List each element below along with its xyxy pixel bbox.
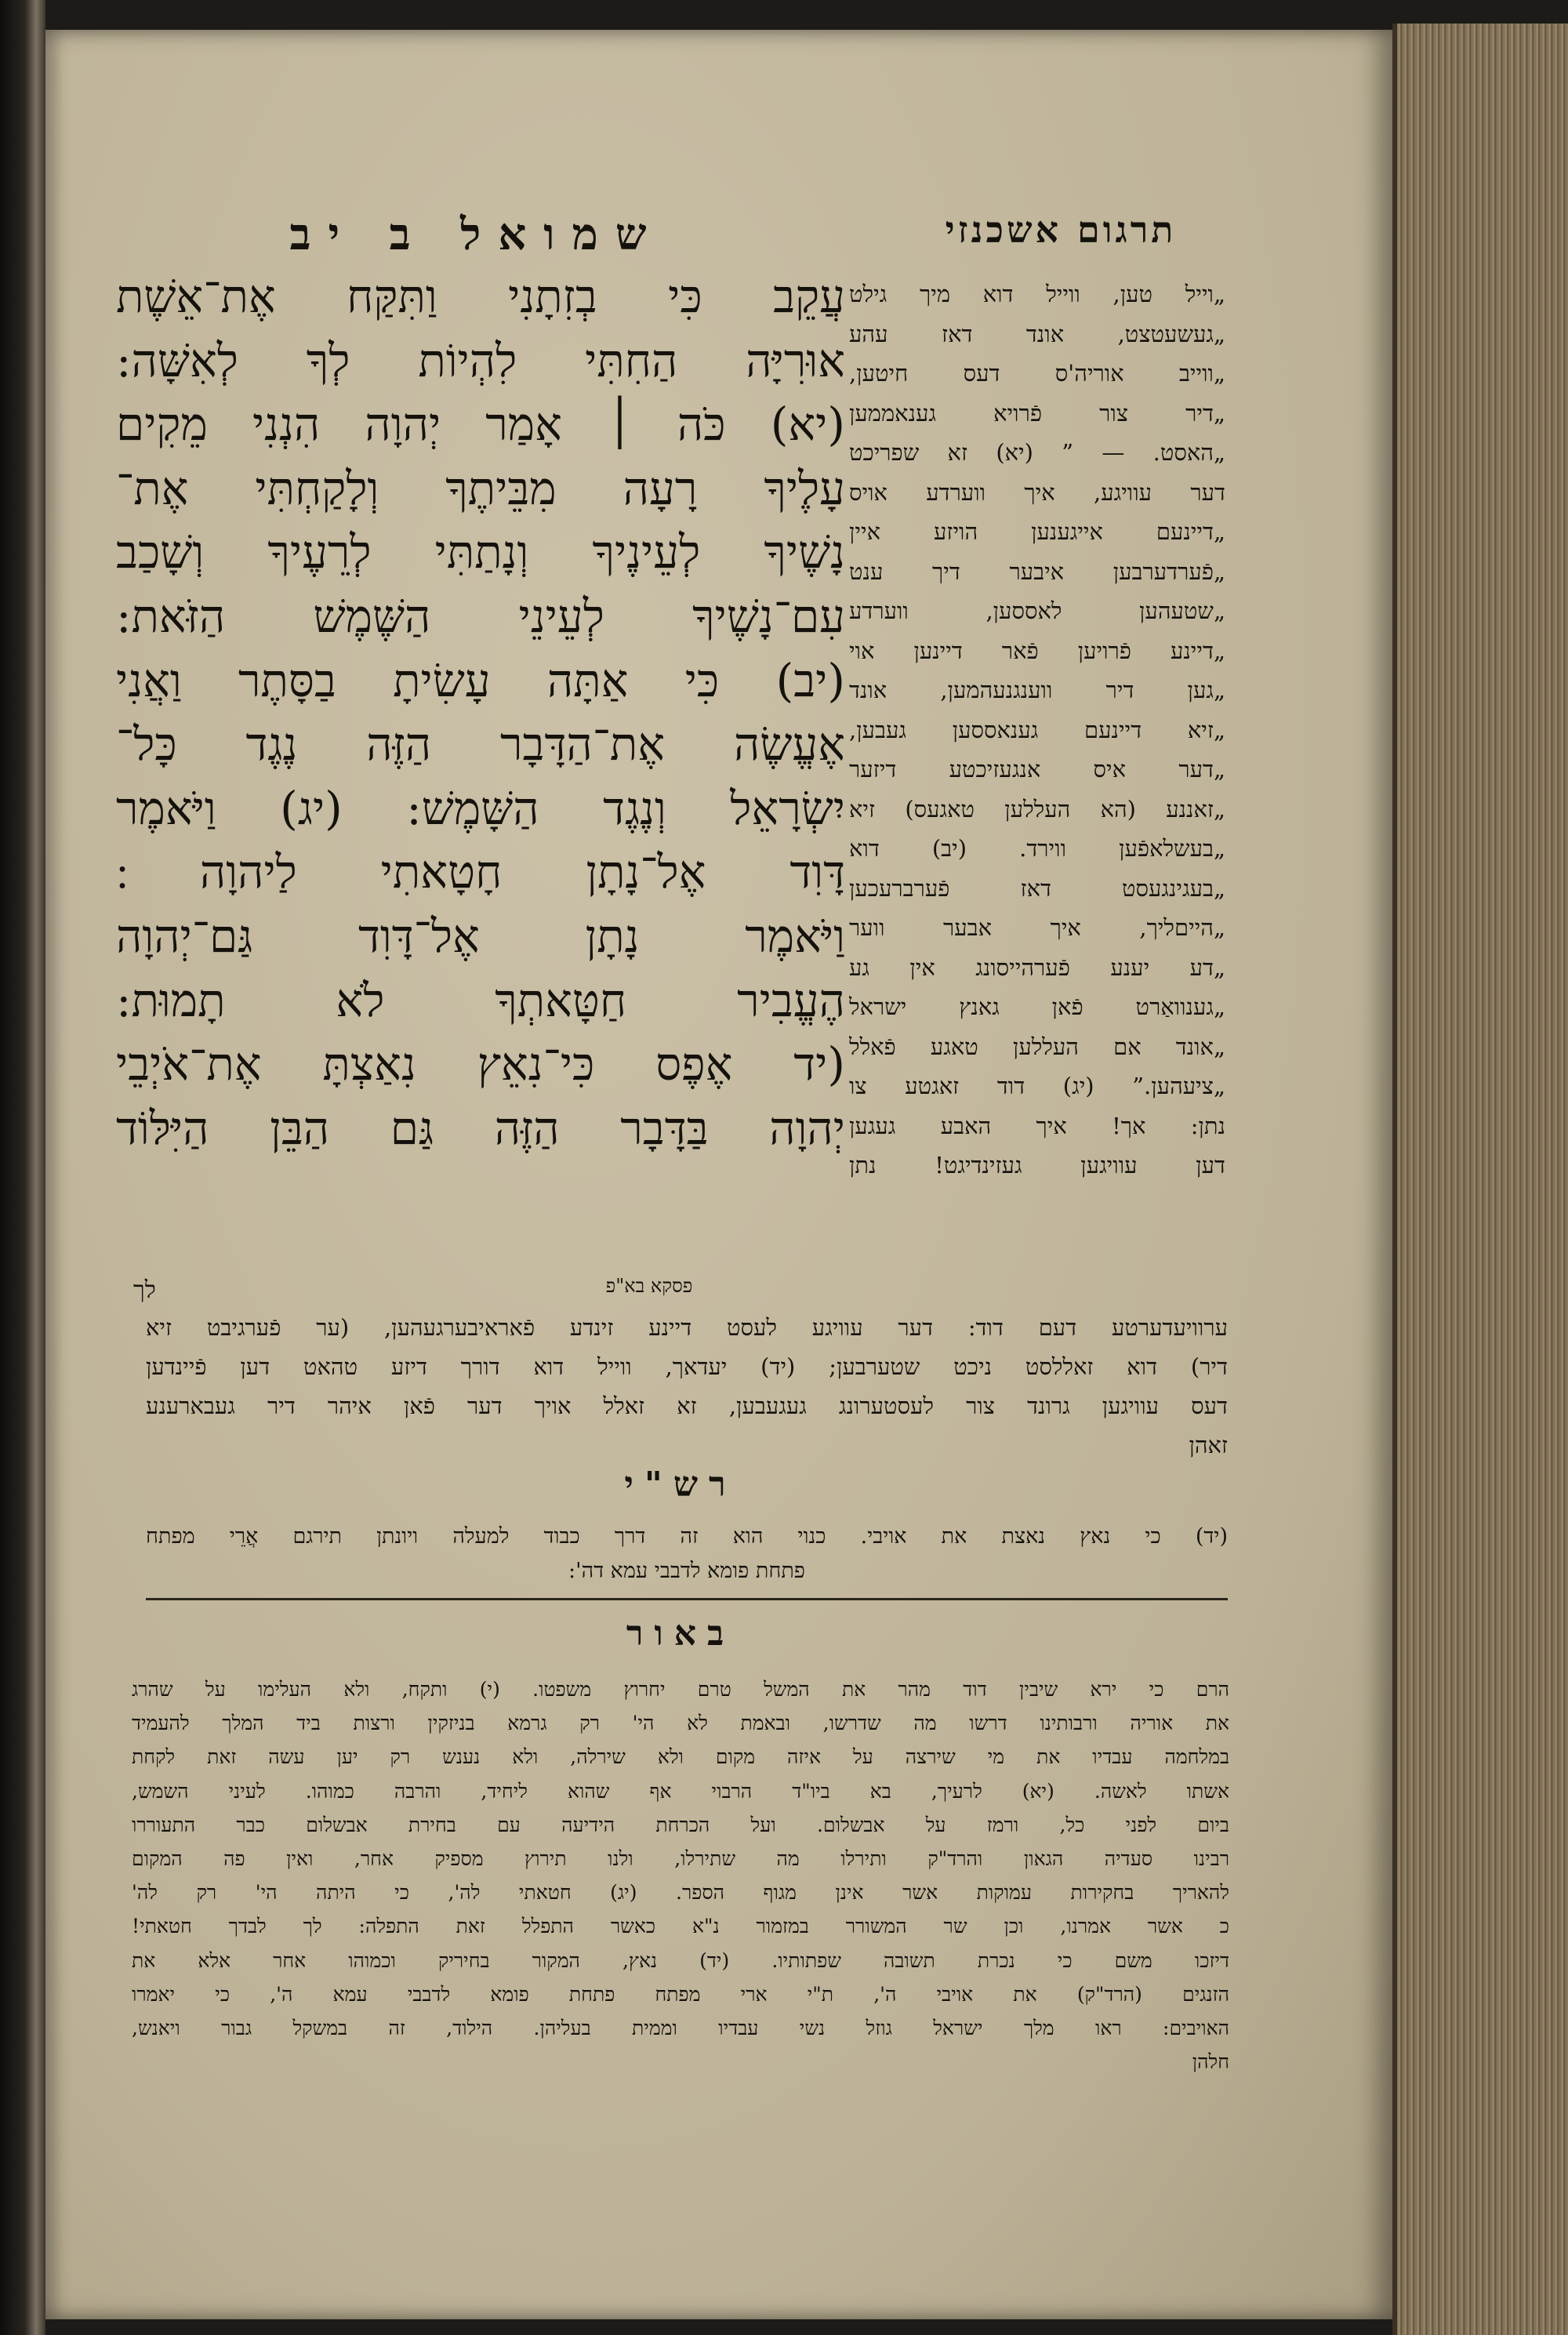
targum-line: „זאננע (הא העללען טאגעס) זיא xyxy=(849,795,1225,823)
book-chapter-header: שמואל ב יב xyxy=(289,209,664,260)
targum-line: „האסט. — ” (יא) זא שפריכט xyxy=(849,439,1225,466)
scripture-line: (יב) כִּי אַתָּה עָשִׂיתָ בַסָּתֶר וַאֲנִי xyxy=(116,653,845,707)
scripture-line: עָלֶיךָ רָעָה מִבֵּיתֶךָ וְלָקַחְתִּי אֶת־ xyxy=(116,461,845,515)
scripture-line: אֶעֱשֶׂה אֶת־הַדָּבָר הַזֶּה נֶגֶד כָּל־ xyxy=(116,717,845,772)
scripture-line: (יד אֶפֶס כִּי־נִאֵץ נִאַצְתָּ אֶת־אֹיְבֵי xyxy=(116,1037,845,1091)
book-fore-edge xyxy=(1392,24,1568,2335)
biur-line: אשתו לאשה. (יא) לרעיך, בא ביו"ד הרבוי אף שהוא ליחיד, והרבה כמוהו. לעיני השמש, xyxy=(132,1779,1229,1803)
biur-line: דיזכו משם כי נכרת תשובה שפתותיו. (יד) נאץ, המקור בחיריק וכמוהו אחר אלא את xyxy=(132,1948,1229,1972)
scripture-line: אוּרִיָּה הַחִתִּי לִהְיוֹת לְךָ לְאִשָּׁה: xyxy=(116,333,845,387)
targum-line: דען עוויגען געזינדיגט! נתן xyxy=(849,1152,1225,1178)
catchword: לך xyxy=(133,1276,156,1304)
targum-line: „גענוואַרט פֿאן גאנץ ישראל xyxy=(849,993,1225,1020)
targum-continuation-line: דיר) דוא זאללסט ניכט שטערבען; (יד) יעדאך, ווייל דוא דורך דיזע טהאט דען פֿיינדען xyxy=(146,1353,1228,1380)
targum-continuation-line: דעס עוויגען גרונד צור לעסטערונג געגעבען, זא זאלל אויך דער פֿאן איהר דיר געבארענע xyxy=(146,1393,1228,1419)
scripture-line: (יא) כֹּה ׀ אָמַר יְהוָה הִנְנִי מֵקִים xyxy=(116,398,845,452)
biur-line: להאריך בחקירות עמוקות אשר אינן מגוף הספר. (יג) חטאתי לה', כי היתה הי' רק לה' xyxy=(132,1881,1229,1905)
targum-line: „בעשלאפֿען ווירד. (יב) דוא xyxy=(849,835,1225,862)
biur-line: רבינו סעדיה הגאון והרד"ק ותירלו מה שתירלו, ולנו תירוץ מספיק אחר, ואין פה המקום xyxy=(132,1847,1229,1870)
targum-line: דער עוויגע, איך ווערדע אויס xyxy=(849,478,1225,506)
targum-line: „ציעהען.” (יג) דוד זאגטע צו xyxy=(849,1073,1225,1099)
targum-line: „בעגינגעסט דאז פֿערברעכען xyxy=(849,874,1225,902)
targum-line: „וייל טען, ווייל דוא מיך גילט xyxy=(849,281,1225,307)
targum-line: „ווייב אוריה'ס דעס חיטען, xyxy=(849,360,1225,387)
targum-line: „פֿערדערבען איבער דיך ענט xyxy=(849,557,1225,585)
targum-continuation xyxy=(146,1308,1228,1465)
scripture-line: יִשְׂרָאֵל וְנֶגֶד הַשָּׁמֶשׁ: (יג) וַיֹּאמֶר xyxy=(116,781,845,835)
targum-line: „גען דיר ווענגנעהמען, אונד xyxy=(849,677,1225,703)
biur-line: את אוריה ורבותינו דרשו מה שדרשו, ובאמת לא הי' רק גרמא בניזקין ורצות ביד המלך להעמיד xyxy=(132,1712,1229,1735)
targum-line: „הייםליך, איך אבער ווער xyxy=(849,914,1225,941)
targum-line: „דיינעם אייגענען הויזע איין xyxy=(849,518,1225,545)
section-divider xyxy=(146,1598,1228,1600)
biur-line: ביום לפני כל, ורמז על אבשלום. ועל הכרחת הידיעה עם בחירת אבשלום כבר התעוררו xyxy=(132,1813,1229,1836)
rashi-line: פתחת פומא לדבבי עמא דה': xyxy=(568,1559,805,1583)
targum-header: תרגום אשכנזי xyxy=(945,209,1177,251)
biur-line: הזנגים (הרד"ק) את אויבי ה', ת"י ארי מפתח פתחת פומא לדבבי עמא ה', כי יאמרו xyxy=(132,1982,1229,2006)
targum-continuation-line: זאהן xyxy=(1189,1432,1228,1458)
scripture-line: נָשֶׁיךָ לְעֵינֶיךָ וְנָתַתִּי לְרֵעֶיךָ וְשָׁכַב xyxy=(116,525,845,579)
targum-line: „דער איס אנגעזיכטע דיזער xyxy=(849,756,1225,783)
scripture-line: יְהוָה בַּדָּבָר הַזֶּה גַּם הַבֵּן הַיִּלּוֹד xyxy=(116,1101,845,1155)
scripture-column xyxy=(116,265,845,1284)
scripture-line: וַיֹּאמֶר נָתָן אֶל־דָּוִד גַּם־יְהוָה xyxy=(116,909,845,963)
biur-heading: באור xyxy=(626,1614,735,1654)
scripture-line: עִם־נָשֶׁיךָ לְעֵינֵי הַשֶּׁמֶשׁ הַזֹּאת: xyxy=(116,589,845,643)
targum-line: „געשעטצט, אונד דאז עהע xyxy=(849,320,1225,347)
targum-line: „אונד אם העללען טאגע פֿאלל xyxy=(849,1033,1225,1060)
targum-continuation-line: ערוויעדערטע דעם דוד: דער עוויגע לעסט דיינע זינדע פֿאראיבערגעהען, (ער פֿערגיבט זיא xyxy=(146,1314,1228,1341)
targum-line: נתן: אך! איך האבע געגען xyxy=(849,1112,1225,1139)
targum-column xyxy=(849,274,1225,1186)
book-left-edge xyxy=(0,0,45,2335)
rashi-line: (יד) כי נאץ נאצת את אויבי. כנוי הוא זה דרך כבוד למעלה ויונתן תירגם אֲרֵי מפתח xyxy=(146,1524,1228,1549)
targum-line: „שטעהען לאססען, ווערדע xyxy=(849,597,1225,624)
targum-line: „זיא דיינעם גענאססען געבען, xyxy=(849,716,1225,743)
biur-line: האויבים: ראו מלך ישראל גוזל נשי עבדיו וממית בעליהן. הילוד, זה במשקל גבור ויאנש, xyxy=(132,2016,1229,2039)
biur-line: כ אשר אמרנו, וכן שר המשורר במזמור נ"א כאשר התפלל זאת התפלה: לך לבדך חטאתי! xyxy=(132,1915,1229,1938)
biur-catchword: חלהן xyxy=(1192,2050,1229,2074)
biur-line: במלחמה עבדיו את מי שירצה על איזה מקום ולא שירלה, ולא נענש רק יען עשה זאת לקחת xyxy=(132,1745,1229,1769)
targum-line: „דיר צור פֿרויא גענאממען xyxy=(849,399,1225,427)
book-page xyxy=(45,30,1392,2319)
biur-commentary xyxy=(132,1672,1229,2079)
targum-line: „דיינע פֿרויען פֿאר דיינען אוי xyxy=(849,637,1225,664)
scripture-line: הֶעֱבִיר חַטָּאתְךָ לֹא תָמוּת: xyxy=(116,973,845,1027)
biur-line: הרם כי ירא שיבין דוד מהר את המשל טרם יחרוץ משפטו. (י) ותקח, ולא העלימו על שהרג xyxy=(132,1678,1229,1701)
scripture-line: עֲקֵב כִּי בְזִתָנִי וַתִּקַּח אֶת־אֵשֶׁת xyxy=(116,270,845,323)
rashi-heading: רש"י xyxy=(624,1465,737,1505)
pasqa-note: פסקא בא"פ xyxy=(605,1275,693,1297)
rashi-commentary xyxy=(146,1520,1228,1589)
targum-line: „דע יענע פֿערהייסונג אין גע xyxy=(849,953,1225,981)
scripture-line: דָּוִד אֶל־נָתָן חָטָאתִי לַיהוָה ׃ xyxy=(116,845,845,899)
